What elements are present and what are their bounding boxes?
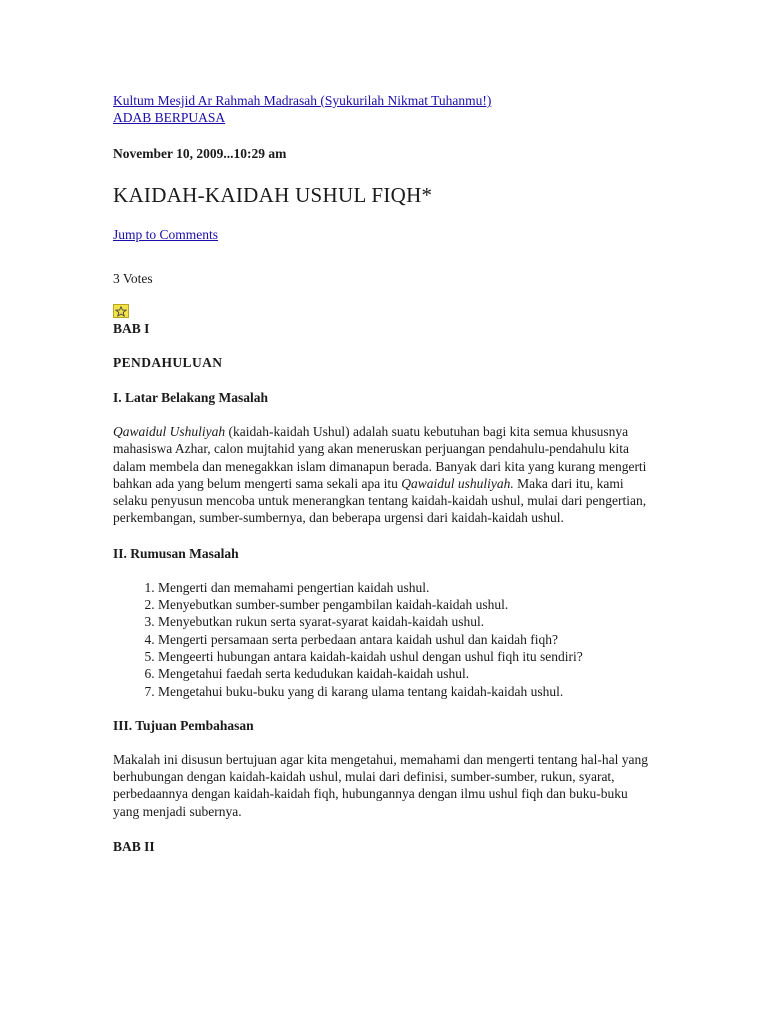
latar-term-2: Qawaidul ushuliyah. <box>401 475 514 491</box>
chapter-heading-1: BAB I <box>113 321 150 336</box>
list-item: 4. Mengerti persamaan serta perbedaan antara kaidah ushul dan kaidah fiqh? <box>158 631 653 648</box>
prev-post-link[interactable]: Kultum Mesjid Ar Rahmah Madrasah (Syukurilah Nikmat Tuhanmu!) <box>113 93 492 108</box>
rating-star-icon[interactable] <box>113 304 129 318</box>
next-post-link[interactable]: ADAB BERPUASA <box>113 110 226 125</box>
subsection-heading-rumusan: II. Rumusan Masalah <box>113 545 239 561</box>
vote-count: 3 Votes <box>113 271 153 286</box>
latar-paragraph <box>113 423 653 527</box>
list-item: 1. Mengerti dan memahami pengertian kaidah ushul. <box>158 579 653 596</box>
page-title: KAIDAH-KAIDAH USHUL FIQH* <box>113 183 433 207</box>
article <box>113 92 653 855</box>
post-date: November 10, 2009...10:29 am <box>113 146 287 161</box>
list-item: 5. Mengeerti hubungan antara kaidah-kaidah ushul dengan ushul fiqh itu sendiri? <box>158 648 653 665</box>
list-item: 3. Menyebutkan rukun serta syarat-syarat kaidah-kaidah ushul. <box>158 613 653 630</box>
jump-to-comments-link[interactable]: Jump to Comments <box>113 227 219 242</box>
tujuan-paragraph: Makalah ini disusun bertujuan agar kita mengetahui, memahami dan mengerti tentang hal-hal yang berhubungan dengan kaidah-kaidah ushul, mulai dari definisi, sumber-sumber, rukun, syarat, perbedaannya dengan kaidah-kaidah fiqh, hubungannya dengan ilmu ushul fiqh dan buku-buku yang menjadi subernya. <box>113 751 648 819</box>
latar-text-1: (kaidah-kaidah Ushul) adalah suatu kebutuhan bagi kita semua khususnya mahasiswa Azhar, calon mujtahid yang akan meneruskan perjuangan pendahulu-pendahulu kita dalam membela dan menegakkan islam dimanapun berada. Banyak dari kita yang kurang mengerti bahkan ada yang belum mengerti sama sekali apa itu <box>113 424 647 491</box>
rumusan-list <box>113 579 653 700</box>
chapter-heading-2: BAB II <box>113 839 155 855</box>
list-item: 7. Mengetahui buku-buku yang di karang ulama tentang kaidah-kaidah ushul. <box>158 683 653 700</box>
section-heading-pendahuluan: PENDAHULUAN <box>113 355 223 370</box>
list-item: 2. Menyebutkan sumber-sumber pengambilan kaidah-kaidah ushul. <box>158 596 653 613</box>
subsection-heading-tujuan: III. Tujuan Pembahasan <box>113 717 254 733</box>
rating-star-glyph <box>115 306 127 317</box>
list-item: 6. Mengetahui faedah serta kedudukan kaidah-kaidah ushul. <box>158 665 653 682</box>
latar-term-1: Qawaidul Ushuliyah <box>113 424 226 439</box>
subsection-heading-latar: I. Latar Belakang Masalah <box>113 390 269 405</box>
latar-text-2: Maka dari itu, kami selaku penyusun mencoba untuk menerangkan tentang kaidah-kaidah ushul, mulai dari pengertian, perkembangan, sumber-sumbernya, dan beberapa urgensi dari kaidah-kaidah ushul. <box>113 475 647 526</box>
